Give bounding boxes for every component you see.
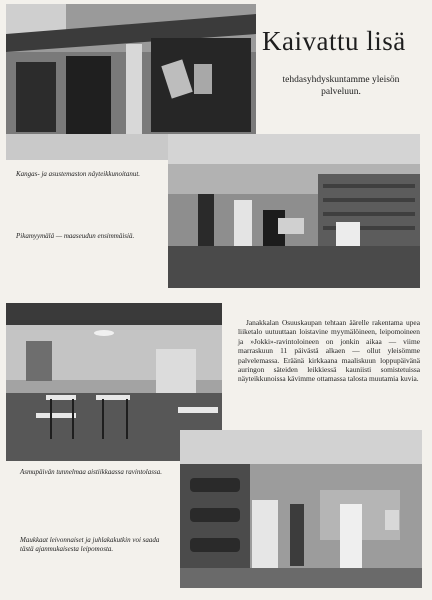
grocery-photo bbox=[168, 134, 420, 288]
bakery-photo bbox=[180, 430, 422, 588]
restaurant-caption: Asmupäivän tunnelmaa aistiikkaassa ravintolassa. bbox=[20, 468, 162, 476]
grocery-caption: Pikamyymälä — maaseudun ensimmäisiä. bbox=[16, 232, 135, 240]
article-title: Kaivattu lisä bbox=[262, 26, 406, 56]
article-body: Janakkalan Osuuskaupan tehtaan äärelle rakentama upea liiketalo uutuuttaan loistavine myymälöineen, leipomoineen ja »Jokki»-ravintoloineen on jonkin aikaa — viime marraskuun 11 päivästä alkaen — ollut yleisömme palvelemassa. Eräänä kirkkaana maaliskuun loppupäivänä auringon säteiden leikkiessä kauniisti somistetuissa näyteikkunoissa kävimme ottamassa talosta muutamia kuvia. bbox=[238, 318, 420, 384]
bakery-caption: Maukkaat leivonnaiset ja juhlakakutkin voi saada tästä ajanmukaisesta leipomosta. bbox=[20, 536, 160, 553]
storefront-caption: Kangas- ja asustemaston näyteikkunoitanut. bbox=[16, 170, 141, 178]
article-subtitle: tehdasyhdyskuntamme yleisön palveluun. bbox=[282, 75, 400, 97]
